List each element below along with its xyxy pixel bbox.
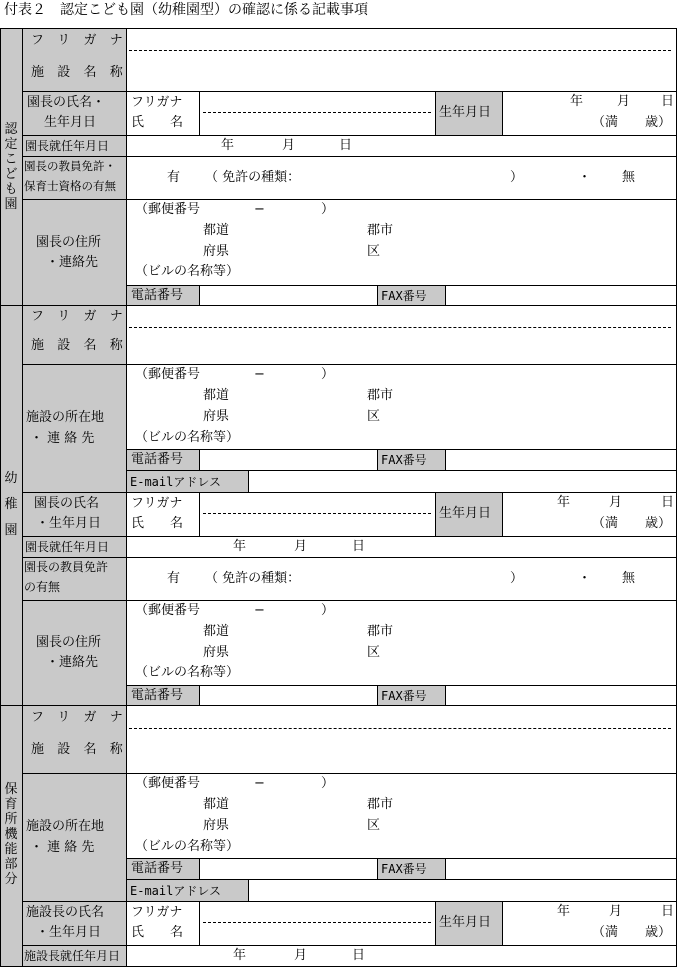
postal-close: ） (321, 776, 335, 791)
label-bg (23, 364, 127, 492)
email-label: E-mailアドレス (130, 475, 221, 489)
head-name-label: 園長の氏名・ (27, 95, 106, 110)
building-label: （ビルの名称等） (135, 839, 240, 854)
label-bg (23, 600, 127, 705)
phone-field[interactable] (201, 451, 376, 469)
postal-dash: − (254, 603, 265, 618)
appointment-label: 園長就任年月日 (25, 139, 110, 153)
email-label: E-mailアドレス (130, 884, 221, 898)
head-birth-label: ・生年月日 (36, 516, 102, 531)
license-yes[interactable]: 有 (167, 571, 181, 586)
month-unit: 月 (282, 138, 296, 153)
age-close: 歳） (645, 516, 672, 531)
name-short: 氏 名 (131, 115, 184, 130)
name-short: 氏 名 (131, 925, 184, 940)
postal-dash: − (254, 202, 265, 217)
location-label: ・ 連 絡 先 (30, 840, 95, 855)
postal-dash: − (254, 367, 265, 382)
day-unit: 日 (339, 138, 353, 153)
email-field[interactable] (250, 472, 675, 491)
prefecture-fuken: 府県 (203, 645, 230, 660)
year-unit: 年 (570, 94, 584, 109)
furigana-label: フ リ ガ ナ (31, 309, 128, 324)
facility-furigana-field[interactable] (128, 30, 675, 49)
postal-label: （郵便番号 (135, 776, 201, 791)
license-type-label: （ 免許の種類： (205, 571, 301, 586)
month-unit: 月 (617, 94, 631, 109)
ward-ku: 区 (367, 645, 381, 660)
postal-dash: − (254, 776, 265, 791)
location-label: 施設の所在地 (26, 410, 105, 425)
phone-field[interactable] (201, 860, 376, 878)
year-unit: 年 (233, 948, 247, 963)
fax-field[interactable] (447, 860, 675, 878)
license-close: ） (510, 170, 524, 185)
license-type-label: （ 免許の種類： (205, 170, 301, 185)
prefecture-fuken: 府県 (203, 244, 230, 259)
label-bg (23, 773, 127, 901)
city-gunshi: 郡市 (367, 624, 394, 639)
month-unit: 月 (609, 495, 623, 510)
facility-name-field[interactable] (128, 52, 675, 90)
section-label-hoikusho: 保 育 所 機 能 部 分 (4, 782, 18, 887)
prefecture-todo: 都道 (203, 223, 230, 238)
license-dot: ・ (578, 571, 592, 586)
furigana-label: フ リ ガ ナ (31, 710, 128, 725)
postal-close: ） (321, 202, 335, 217)
city-gunshi: 郡市 (367, 388, 394, 403)
address-label: ・連絡先 (46, 655, 99, 670)
license-label: 保育士資格の有無 (24, 179, 116, 193)
ward-ku: 区 (367, 244, 381, 259)
age-open: （満 (592, 115, 619, 130)
phone-label: 電話番号 (131, 861, 184, 876)
fax-field[interactable] (447, 687, 675, 704)
appointment-label: 施設長就任年月日 (24, 949, 121, 963)
prefecture-fuken: 府県 (203, 818, 230, 833)
fax-label: FAX番号 (381, 453, 427, 467)
address-label: 園長の住所 (36, 235, 102, 250)
birthdate-label: 生年月日 (439, 915, 492, 930)
month-unit: 月 (294, 539, 308, 554)
fax-label: FAX番号 (381, 289, 427, 303)
ward-ku: 区 (367, 409, 381, 424)
fax-label: FAX番号 (381, 862, 427, 876)
head-birth-label: ・生年月日 (36, 925, 102, 940)
postal-label: （郵便番号 (135, 603, 201, 618)
section-label-kodomoen: 認 定 こ ど も 園 (4, 122, 18, 212)
section-label-yochien: 幼 稚 園 (4, 471, 18, 538)
phone-label: 電話番号 (131, 452, 184, 467)
head-name-label: 施設長の氏名 (26, 905, 105, 920)
prefecture-fuken: 府県 (203, 409, 230, 424)
postal-close: ） (321, 367, 335, 382)
phone-field[interactable] (201, 287, 376, 304)
month-unit: 月 (609, 904, 623, 919)
facility-name-label: 施 設 名 称 (31, 65, 128, 80)
head-birth-label: 生年月日 (44, 115, 97, 130)
age-open: （満 (592, 925, 619, 940)
license-label: 園長の教員免許 (24, 560, 109, 574)
license-dot: ・ (578, 170, 592, 185)
fax-field[interactable] (447, 287, 675, 304)
building-label: （ビルの名称等） (135, 430, 240, 445)
ward-ku: 区 (367, 818, 381, 833)
label-bg (23, 199, 127, 305)
license-close: ） (510, 571, 524, 586)
address-label: ・連絡先 (46, 255, 99, 270)
facility-name-label: 施 設 名 称 (31, 742, 128, 757)
day-unit: 日 (661, 904, 675, 919)
name-short: 氏 名 (131, 516, 184, 531)
appointment-label: 園長就任年月日 (25, 540, 110, 554)
facility-furigana-field[interactable] (128, 307, 675, 326)
phone-field[interactable] (201, 687, 376, 704)
city-gunshi: 郡市 (367, 223, 394, 238)
age-close: 歳） (645, 115, 672, 130)
birthdate-field[interactable] (504, 93, 675, 134)
building-label: （ビルの名称等） (135, 264, 240, 279)
postal-close: ） (321, 603, 335, 618)
facility-name-field[interactable] (128, 329, 675, 363)
facility-name-label: 施 設 名 称 (31, 338, 128, 353)
license-no[interactable]: 無 (622, 170, 636, 185)
phone-label: 電話番号 (131, 288, 184, 303)
license-label: の有無 (24, 580, 61, 594)
prefecture-todo: 都道 (203, 624, 230, 639)
furigana-short: フリガナ (131, 905, 183, 920)
location-label: 施設の所在地 (26, 819, 105, 834)
day-unit: 日 (352, 539, 366, 554)
head-name-label: 園長の氏名 (34, 496, 100, 511)
building-label: （ビルの名称等） (135, 665, 240, 680)
age-open: （満 (592, 516, 619, 531)
prefecture-todo: 都道 (203, 797, 230, 812)
year-unit: 年 (557, 904, 571, 919)
birthdate-label: 生年月日 (439, 105, 492, 120)
license-yes[interactable]: 有 (167, 170, 181, 185)
furigana-short: フリガナ (131, 496, 183, 511)
postal-label: （郵便番号 (135, 202, 201, 217)
city-gunshi: 郡市 (367, 797, 394, 812)
page-title: 付表２ 認定こども園（幼稚園型）の確認に係る記載事項 (4, 2, 368, 18)
phone-label: 電話番号 (131, 688, 184, 703)
year-unit: 年 (233, 539, 247, 554)
address-label: 園長の住所 (36, 635, 102, 650)
location-label: ・ 連 絡 先 (30, 431, 95, 446)
day-unit: 日 (661, 94, 675, 109)
fax-field[interactable] (447, 451, 675, 469)
email-field[interactable] (250, 881, 675, 900)
prefecture-todo: 都道 (203, 388, 230, 403)
furigana-short: フリガナ (131, 95, 183, 110)
license-label: 園長の教員免許・ (24, 159, 116, 173)
day-unit: 日 (661, 495, 675, 510)
day-unit: 日 (352, 948, 366, 963)
year-unit: 年 (221, 138, 235, 153)
birthdate-label: 生年月日 (439, 506, 492, 521)
year-unit: 年 (557, 495, 571, 510)
postal-label: （郵便番号 (135, 367, 201, 382)
license-no[interactable]: 無 (622, 571, 636, 586)
age-close: 歳） (645, 925, 672, 940)
furigana-label: フ リ ガ ナ (31, 33, 128, 48)
month-unit: 月 (294, 948, 308, 963)
head-name-field[interactable] (201, 93, 434, 134)
fax-label: FAX番号 (381, 689, 427, 703)
